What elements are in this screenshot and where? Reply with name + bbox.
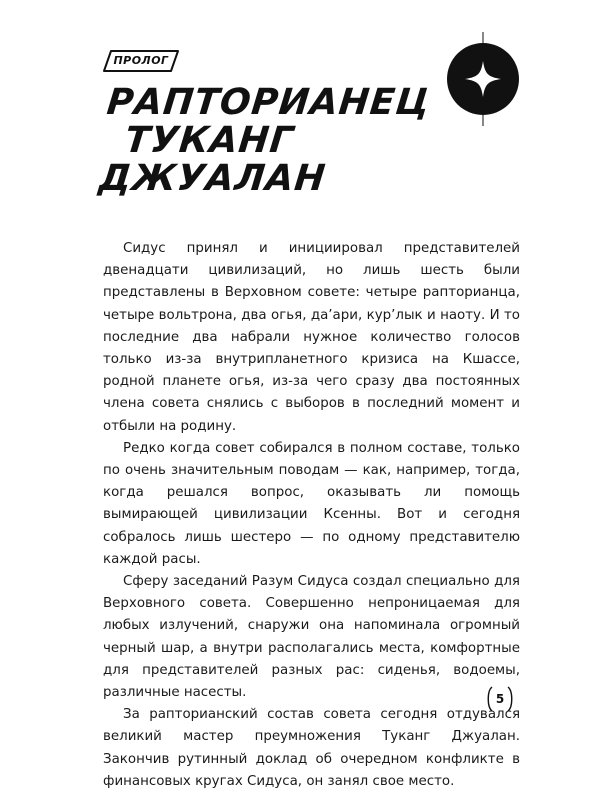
page-number-badge [485, 686, 515, 712]
chapter-title [97, 84, 432, 198]
title-line-3: ДЖУАЛАН [96, 158, 328, 199]
page-number: 5 [495, 692, 505, 706]
body-text [103, 238, 520, 793]
paragraph: Сферу заседаний Разум Сидуса создал специально для Верховного совета. Совершенно непроницаемая для любых излучений, снаружи она напоминала огромный черный шар, а внутри располагались места, комфортные для представителей разных рас: сиденья, водоемы, различные насесты. [103, 574, 520, 701]
title-line-2: ТУКАНГ [122, 120, 296, 161]
paragraph: Редко когда совет собирался в полном составе, только по очень значительным поводам — как, например, тогда, когда решался вопрос, оказывать ли помощь вымирающей цивилизации Ксенны. Вот и сегодня собралось лишь шестеро — по одному представителю каждой расы. [103, 440, 520, 567]
paragraph: За рапторианский состав совета сегодня отдувался великий мастер преумножения Туканг Джуалан. Закончив рутинный доклад об очередном конфликте в финансовых кругах Сидуса, он занял свое место. [103, 707, 520, 789]
title-line-1: РАПТОРИАНЕЦ [104, 82, 433, 123]
paragraph: Сидус принял и инициировал представителей двенадцати цивилизаций, но лишь шесть были представлены в Верховном совете: четыре рапторианца, четыре вольтрона, два огья, да’ари, кур’лык и наоту. И то последние два набрали нужное количество голосов только из-за внутрипланетного кризиса на Кшассе, родной планете огья, из-за чего сразу два постоянных члена совета снялись с выборов в последний момент и отбыли на родину. [103, 241, 520, 434]
chapter-label-badge [103, 50, 179, 72]
four-point-star-icon [440, 32, 526, 126]
chapter-emblem [440, 32, 526, 126]
chapter-label: ПРОЛОГ [113, 54, 169, 67]
